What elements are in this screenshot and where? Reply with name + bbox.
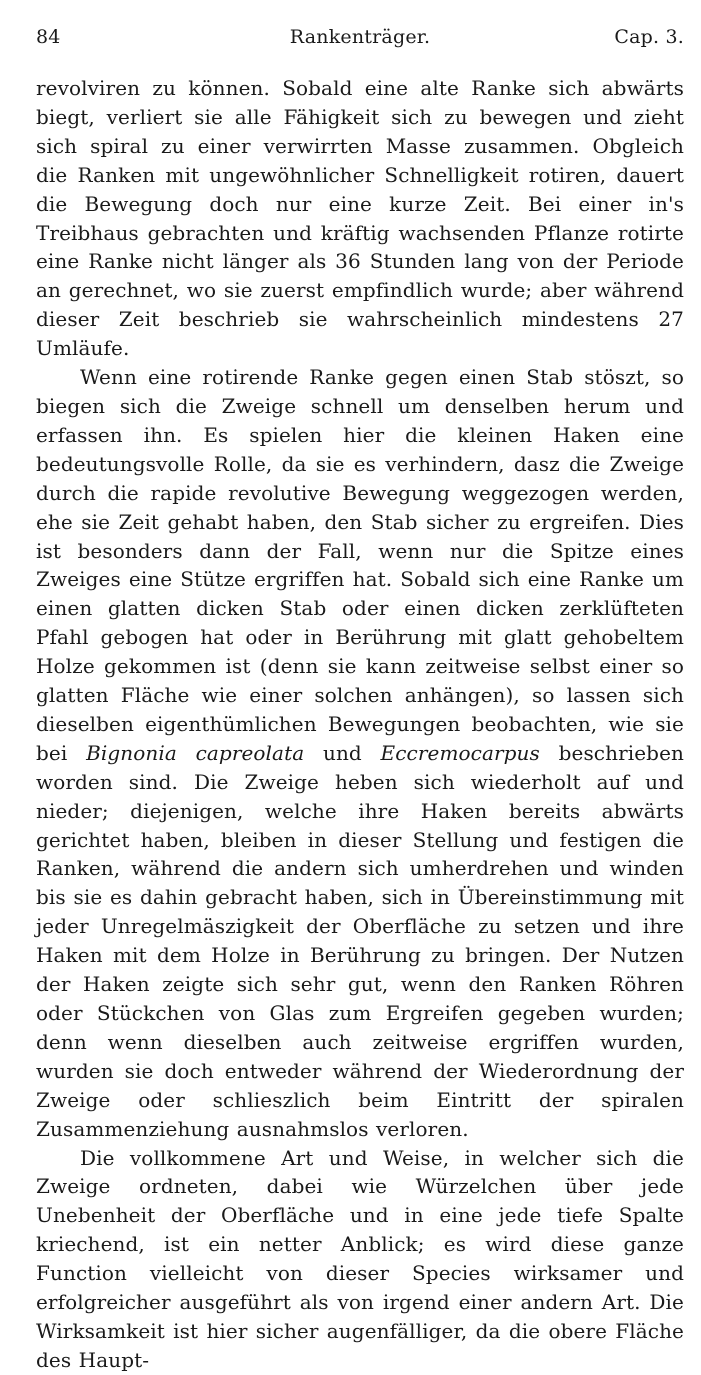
running-title: Rankenträger. bbox=[289, 26, 431, 48]
paragraph-2-text-middle: und bbox=[304, 740, 381, 765]
paragraph-2-text-after: beschrieben worden sind. Die Zweige heben sich wiederholt auf und nieder; diejenigen, welche ihre Haken bereits abwärts gerichtet haben, bleiben in dieser Stellung und festigen die Ranken, während die andern sich umherdrehen und winden bis sie es dahin gebracht haben, sich in Übereinstimmung mit jeder Unregelmäszigkeit der Oberfläche zu setzen und ihre Haken mit dem Holze in Berührung zu bringen. Der Nutzen der Haken zeigte sich sehr gut, wenn den Ranken Röhren oder Stückchen von Glas zum Ergreifen gegeben wurden; denn wenn dieselben auch zeitweise ergriffen wurden, wurden sie doch entweder während der Wiederordnung der Zweige oder schlieszlich beim Eintritt der spiralen Zusammenziehung ausnahmslos verloren. bbox=[36, 740, 685, 1141]
book-page bbox=[36, 26, 684, 1375]
body-text bbox=[36, 74, 684, 1375]
page-header bbox=[36, 26, 684, 56]
species-name-eccremocarpus: Eccremocarpus bbox=[380, 740, 540, 765]
chapter-label: Cap. 3. bbox=[614, 26, 684, 48]
paragraph-1: revolviren zu können. Sobald eine alte Ranke sich abwärts biegt, verliert sie alle Fähigkeit sich zu bewegen und zieht sich spiral zu einer verwirrten Masse zusammen. Obgleich die Ranken mit ungewöhnlicher Schnelligkeit rotiren, dauert die Bewegung doch nur eine kurze Zeit. Bei einer in's Treibhaus gebrachten und kräftig wachsenden Pflanze rotirte eine Ranke nicht länger als 36 Stunden lang von der Periode an gerechnet, wo sie zuerst empfindlich wurde; aber während dieser Zeit beschrieb sie wahrscheinlich mindestens 27 Umläufe. bbox=[36, 76, 684, 361]
paragraph-3: Die vollkommene Art und Weise, in welcher sich die Zweige ordneten, dabei wie Würzelchen über jede Unebenheit der Oberfläche und in eine jede tiefe Spalte kriechend, ist ein netter Anblick; es wird diese ganze Function vielleicht von dieser Species wirksamer und erfolgreicher ausgeführt als von irgend einer andern Art. Die Wirksamkeit ist hier sicher augenfälliger, da die obere Fläche des Haupt- bbox=[36, 1145, 684, 1372]
page-number: 84 bbox=[36, 26, 61, 48]
paragraph-2-text-before: Wenn eine rotirende Ranke gegen einen Stab stöszt, so biegen sich die Zweige schnell um denselben herum und erfassen ihn. Es spielen hier die kleinen Haken eine bedeutungsvolle Rolle, da sie es verhindern, dasz die Zweige durch die rapide revolutive Bewegung weggezogen werden, ehe sie Zeit gehabt haben, den Stab sicher zu ergreifen. Dies ist besonders dann der Fall, wenn nur die Spitze eines Zweiges eine Stütze ergriffen hat. Sobald sich eine Ranke um einen glatten dicken Stab oder einen dicken zerklüfteten Pfahl gebogen hat oder in Berührung mit glatt gehobeltem Holze gekommen ist (denn sie kann zeitweise selbst einer so glatten Fläche wie einer solchen anhängen), so lassen sich dieselben eigenthümlichen Bewegungen beobachten, wie sie bei bbox=[36, 365, 684, 765]
paragraph-2 bbox=[36, 363, 684, 1143]
species-name-bignonia: Bignonia capreolata bbox=[86, 740, 305, 765]
